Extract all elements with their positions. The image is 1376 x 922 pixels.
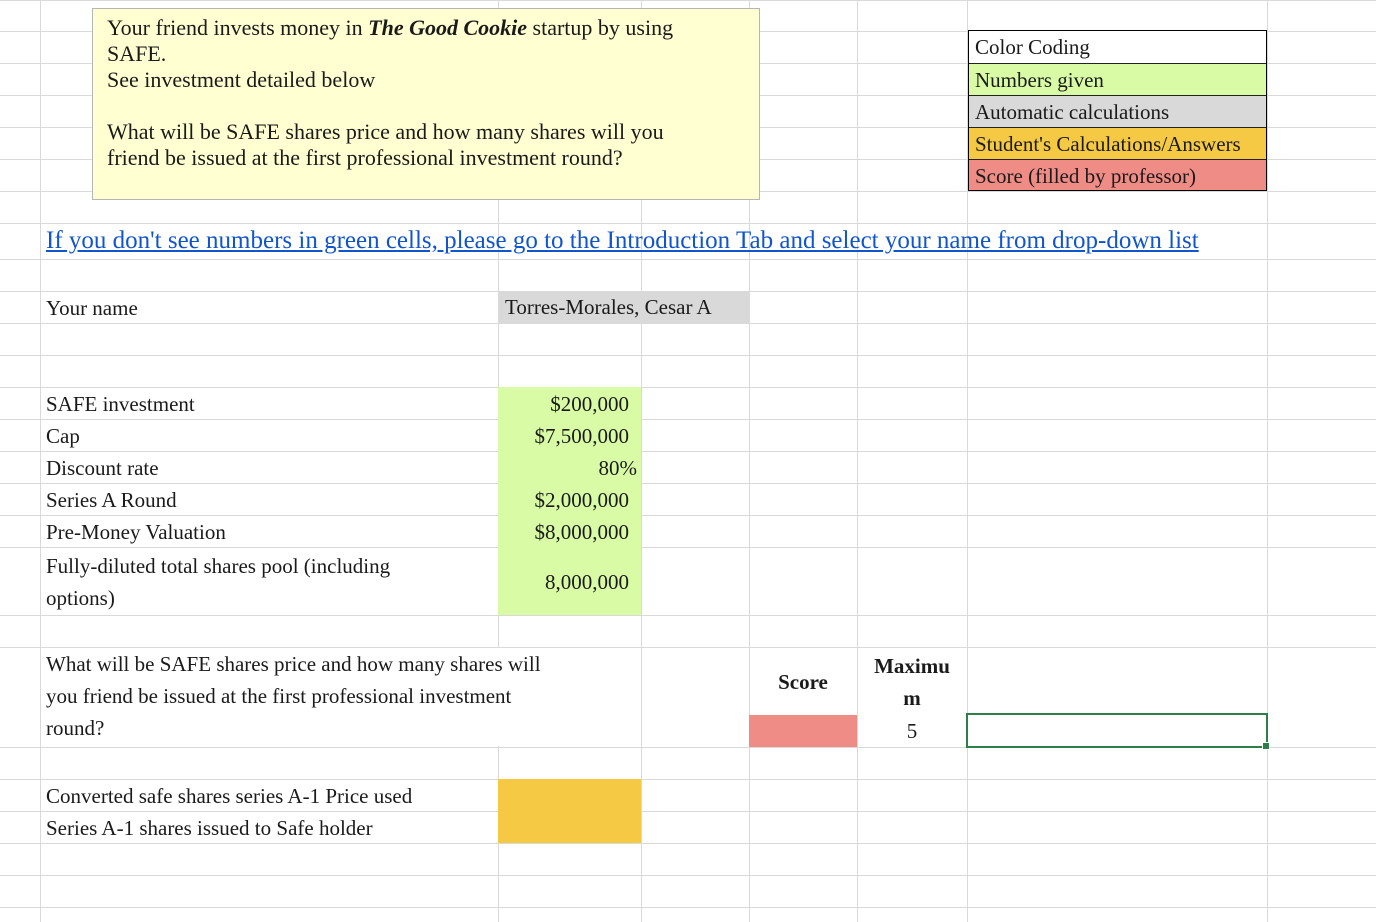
legend-student-answers: Student's Calculations/Answers: [969, 127, 1266, 159]
question-line-1: What will be SAFE shares price and how many shares will: [46, 652, 541, 676]
converted-price-label: Converted safe shares series A-1 Price used: [46, 784, 413, 808]
shares-pool-label-line1: Fully-diluted total shares pool (including: [46, 554, 391, 578]
legend-title: Color Coding: [969, 31, 1266, 63]
series-a-round-value[interactable]: $2,000,000: [534, 488, 629, 512]
introduction-tab-link[interactable]: If you don't see numbers in green cells, please go to the Introduction Tab and select your name from drop-down list: [46, 227, 1199, 254]
safe-investment-value[interactable]: $200,000: [550, 392, 629, 416]
note-line-1: Your friend invests money in The Good Cookie startup by using: [107, 15, 674, 40]
note-line-2: SAFE.: [107, 41, 167, 66]
shares-pool-value[interactable]: 8,000,000: [545, 570, 629, 594]
note-line-4: What will be SAFE shares price and how many shares will you: [107, 119, 664, 144]
legend-score: Score (filled by professor): [969, 159, 1266, 190]
legend-numbers-given: Numbers given: [969, 63, 1266, 95]
question-line-2: you friend be issued at the first professional investment: [46, 684, 512, 708]
maximum-header-line2: m: [903, 686, 921, 710]
color-legend: [968, 30, 1267, 191]
note-line-5: friend be issued at the first professional investment round?: [107, 145, 623, 170]
series-a-round-label: Series A Round: [46, 488, 177, 512]
safe-investment-label: SAFE investment: [46, 392, 195, 416]
legend-automatic-calculations: Automatic calculations: [969, 95, 1266, 127]
your-name-label: Your name: [46, 296, 138, 320]
discount-rate-value[interactable]: 80%: [598, 456, 637, 480]
pre-money-valuation-label: Pre-Money Valuation: [46, 520, 226, 544]
question-line-3: round?: [46, 716, 105, 740]
discount-rate-label: Discount rate: [46, 456, 159, 480]
maximum-value: 5: [906, 719, 918, 743]
note-line-3: See investment detailed below: [107, 67, 376, 92]
shares-pool-label-line2: options): [46, 586, 115, 610]
cap-label: Cap: [46, 424, 80, 448]
score-cell[interactable]: [749, 715, 857, 747]
cap-value[interactable]: $7,500,000: [534, 424, 629, 448]
instruction-note: [92, 8, 760, 200]
your-name-value[interactable]: Torres-Morales, Cesar A: [498, 291, 749, 323]
maximum-header-line1: Maximu: [874, 654, 950, 678]
shares-issued-label: Series A-1 shares issued to Safe holder: [46, 816, 373, 840]
selected-cell[interactable]: [966, 713, 1268, 748]
score-header: Score: [778, 670, 828, 694]
answer-cells[interactable]: [498, 779, 641, 843]
pre-money-valuation-value[interactable]: $8,000,000: [534, 520, 629, 544]
fill-handle[interactable]: [1262, 742, 1270, 750]
